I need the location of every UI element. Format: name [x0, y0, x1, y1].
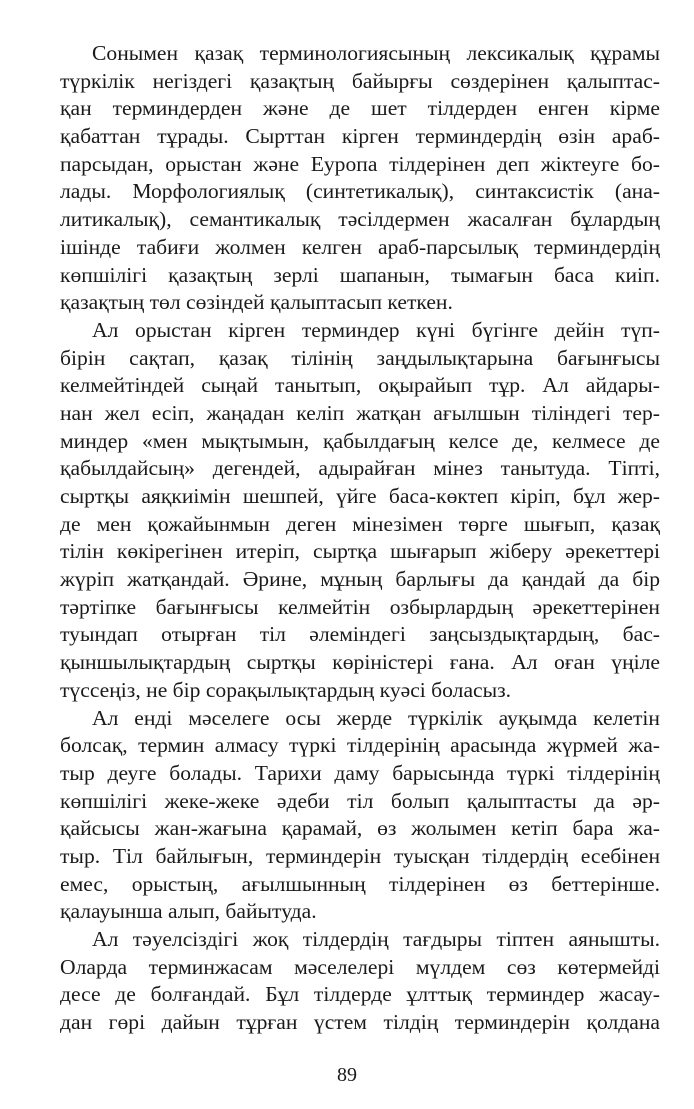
text-line: сыртқы аяқкиімін шешпей, үйге баса-көктеп кіріп, бұл жер-: [60, 484, 660, 508]
text-line: дан гөрі дайын тұрған үстем тілдің терминдерін қолдана: [60, 1010, 660, 1035]
text-line: болсақ, термин алмасу түркі тілдерінің арасында жүрмей жа-: [60, 733, 660, 758]
paragraph-2: [60, 317, 660, 705]
text-line: тыр. Тіл байлығын, терминдерін туысқан тілдердің есебінен: [60, 843, 660, 868]
text-line: литикалық), семантикалық тәсілдермен жасалған бұлардың: [60, 207, 660, 232]
text-line: бірін сақтап, қазақ тілінің заңдылықтарына бағынғысы: [60, 345, 660, 370]
text-line: миндер «мен мықтымын, қабылдағың келсе де, келмесе де: [60, 428, 660, 453]
text-line: тәртіпке бағынғысы келмейтін озбырлардың әрекеттерінен: [60, 594, 660, 619]
paragraph-3: [60, 705, 660, 927]
body-text: [60, 40, 660, 1037]
text-line: қабаттан тұрады. Сырттан кірген терминдердің өзін араб-: [60, 124, 660, 149]
text-line: лады. Морфологиялық (синтетикалық), синтаксистік (ана-: [60, 179, 660, 204]
text-line: парсыдан, орыстан және Еуропа тілдерінен деп жіктеуге бо-: [60, 151, 660, 176]
text-line: қан терминдерден және де шет тілдерден енген кірме: [60, 96, 660, 121]
text-line: десе де болғандай. Бұл тілдерде ұлттық терминдер жасау-: [60, 982, 660, 1007]
text-line: тілін көкірегінен итеріп, сыртқа шығарып жіберу әрекеттері: [60, 539, 660, 564]
text-line: нан жел есіп, жаңадан келіп жатқан ағылшын тіліндегі тер-: [60, 400, 660, 425]
page-number: 89: [337, 1064, 357, 1086]
text-line: Ал тәуелсіздігі жоқ тілдердің тағдыры тіптен аянышты.: [92, 927, 660, 951]
text-line: туындап отырған тіл әлеміндегі заңсыздықтардың, бас-: [60, 622, 660, 647]
text-line: жүріп жатқандай. Әрине, мұның барлығы да қандай да бір: [60, 567, 660, 592]
text-line: Ал енді мәселеге осы жерде түркілік ауқымда келетін: [92, 705, 660, 730]
paragraph-1: [60, 40, 660, 317]
text-line: көпшілігі жеке-жеке әдеби тіл болып қалыптасты да әр-: [60, 788, 660, 813]
text-line: қабылдайсың» дегендей, адырайған мінез танытуда. Тіпті,: [60, 456, 660, 481]
text-line: Ал орыстан кірген терминдер күні бүгінге дейін түп-: [92, 317, 660, 342]
text-line: көпшілігі қазақтың зерлі шапанын, тымағын баса киіп.: [60, 262, 660, 287]
text-line: қазақтың төл сөзіндей қалыптасып кеткен.: [60, 290, 453, 315]
text-line: емес, орыстың, ағылшынның тілдерінен өз беттерінше.: [60, 871, 660, 896]
text-line: қайсысы жан-жағына қарамай, өз жолымен кетіп бара жа-: [60, 816, 660, 841]
text-line: қыншылықтардың сыртқы көріністері ғана. Ал оған үңіле: [60, 650, 660, 675]
text-line: қалауынша алып, байытуда.: [60, 899, 317, 924]
text-line: ішінде табиғи жолмен келген араб-парсылық терминдердің: [60, 234, 660, 259]
text-line: Сонымен қазақ терминологиясының лексикалық құрамы: [92, 41, 660, 65]
text-line: тыр деуге болады. Тарихи даму барысында түркі тілдерінің: [60, 760, 660, 785]
text-line: Оларда терминжасам мәселелері мүлдем сөз көтермейді: [60, 954, 660, 979]
paragraph-4: [60, 926, 660, 1037]
text-line: де мен қожайынмын деген мінезімен төрге шығып, қазақ: [60, 511, 660, 536]
text-line: келмейтіндей сыңай танытып, оқырайып тұр. Ал айдары-: [60, 373, 660, 398]
text-line: түссеңіз, не бір сорақылықтардың куәсі боласыз.: [60, 677, 512, 702]
text-line: түркілік негіздегі қазақтың байырғы сөздерінен қалыптас-: [60, 68, 660, 93]
